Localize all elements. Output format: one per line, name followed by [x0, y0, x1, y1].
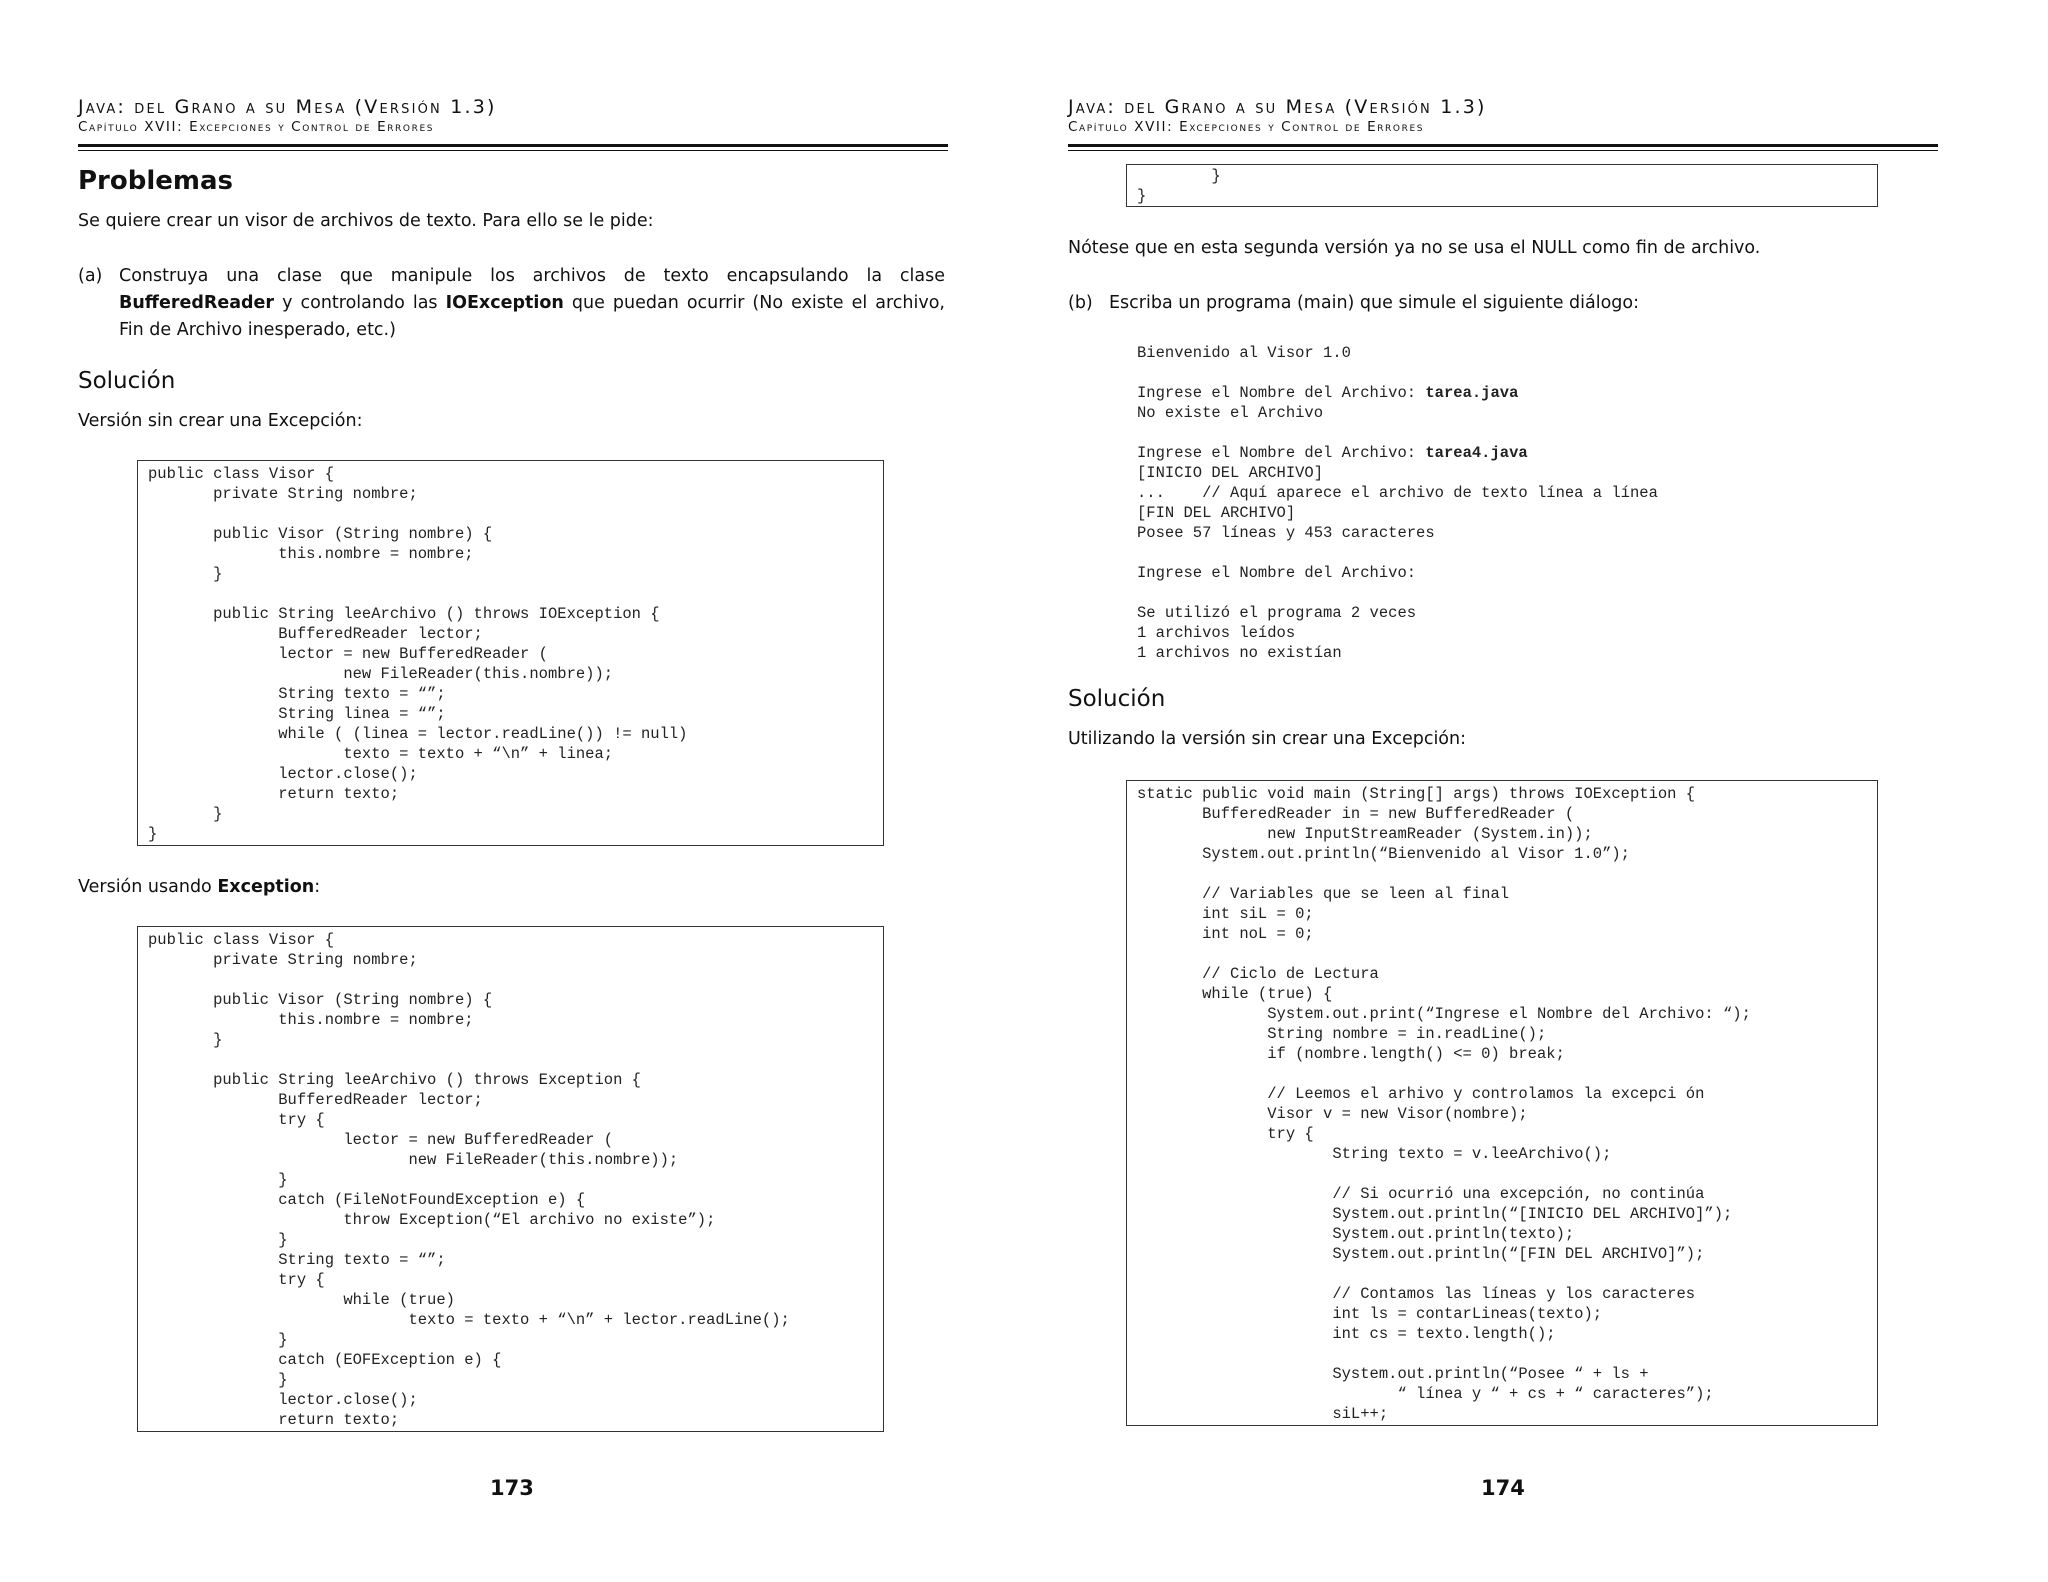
code-block-main	[1126, 780, 1878, 1426]
sample-dialog	[1137, 343, 1658, 663]
solution-heading: Solución	[1068, 686, 1166, 712]
code-text: } }	[1137, 167, 1221, 205]
book-title: Java: del Grano a su Mesa (Versión 1.3)	[1068, 96, 1487, 118]
left-page	[78, 0, 958, 1582]
running-header	[1068, 96, 1938, 136]
page-number: 173	[490, 1476, 534, 1500]
page-number: 174	[1481, 1476, 1525, 1500]
section-heading: Problemas	[78, 166, 234, 196]
header-rule-thick	[1068, 144, 1938, 147]
item-a-text: Construya una clase que manipule los archivos de texto encapsulando la clase BufferedReader y controlando las IOException que puedan ocurrir (No existe el archivo, Fin de Archivo inesperado, etc.)	[119, 266, 945, 340]
note-paragraph: Nótese que en esta segunda versión ya no se usa el NULL como fin de archivo.	[1068, 238, 1761, 258]
dialog-line: No existe el Archivo	[1137, 404, 1324, 422]
running-header	[78, 96, 948, 136]
solution-heading: Solución	[78, 368, 176, 394]
code-block-visor-v2	[137, 926, 884, 1432]
dialog-lines: [INICIO DEL ARCHIVO] ... // Aquí aparece el archivo de texto línea a línea [FIN DEL ARCHIVO] Posee 57 líneas y 453 caracteres Ingrese el Nombre del Archivo: Se utilizó el programa 2 veces 1 archivos leídos 1 archivos no existían	[1137, 464, 1658, 662]
dialog-line: Ingrese el Nombre del Archivo: tarea.java	[1137, 384, 1519, 402]
item-b-text: Escriba un programa (main) que simule el siguiente diálogo:	[1109, 293, 1640, 313]
book-title: Java: del Grano a su Mesa (Versión 1.3)	[78, 96, 497, 118]
chapter-title: Capítulo XVII: Excepciones y Control de Errores	[1068, 119, 1425, 135]
version1-label: Versión sin crear una Excepción:	[78, 411, 363, 431]
dialog-line: Ingrese el Nombre del Archivo: tarea4.java	[1137, 444, 1528, 462]
item-a-label: (a)	[78, 266, 103, 286]
header-rule-thin	[78, 150, 948, 151]
header-rule-thick	[78, 144, 948, 147]
dialog-line: Bienvenido al Visor 1.0	[1137, 344, 1351, 362]
intro-paragraph: Se quiere crear un visor de archivos de texto. Para ello se le pide:	[78, 211, 654, 231]
chapter-title: Capítulo XVII: Excepciones y Control de Errores	[78, 119, 435, 135]
header-rule-thin	[1068, 150, 1938, 151]
code-block-continuation	[1126, 164, 1878, 207]
code-text: public class Visor { private String nombre; public Visor (String nombre) { this.nombre = nombre; } public String leeArchivo () throws Exception { BufferedReader lector; try { lector = new BufferedReader ( new FileReader(this.nombre)); } catch (FileNotFoundException e) { throw Exception(“El archivo no existe”); } String texto = “”; try { while (true) texto = texto + “\n” + lector.readLine(); } catch (EOFException e) { } lector.close(); return texto;	[148, 931, 790, 1429]
version2-label: Versión usando Exception:	[78, 877, 321, 897]
right-page	[1068, 0, 1948, 1582]
solution-label: Utilizando la versión sin crear una Excepción:	[1068, 729, 1467, 749]
code-text: public class Visor { private String nombre; public Visor (String nombre) { this.nombre = nombre; } public String leeArchivo () throws IOException { BufferedReader lector; lector = new BufferedReader ( new FileReader(this.nombre)); String texto = “”; String linea = “”; while ( (linea = lector.readLine()) != null) texto = texto + “\n” + linea; lector.close(); return texto; } }	[148, 465, 688, 843]
code-block-visor-v1	[137, 460, 884, 846]
item-b-label: (b)	[1068, 293, 1093, 313]
code-text: static public void main (String[] args) throws IOException { BufferedReader in = new BufferedReader ( new InputStreamReader (System.in)); System.out.println(“Bienvenido al Visor 1.0”); // Variables que se leen al final int siL = 0; int noL = 0; // Ciclo de Lectura while (true) { System.out.print(“Ingrese el Nombre del Archivo: “); String nombre = in.readLine(); if (nombre.length() <= 0) break; // Leemos el arhivo y controlamos la excepci ón Visor v = new Visor(nombre); try { String texto = v.leeArchivo(); // Si ocurrió una excepción, no continúa System.out.println(“[INICIO DEL ARCHIVO]”); System.out.println(texto); System.out.println(“[FIN DEL ARCHIVO]”); // Contamos las líneas y los caracteres int ls = contarLineas(texto); int cs = texto.length(); System.out.println(“Posee “ + ls + “ línea y “ + cs + “ caracteres”); siL++;	[1137, 785, 1751, 1423]
